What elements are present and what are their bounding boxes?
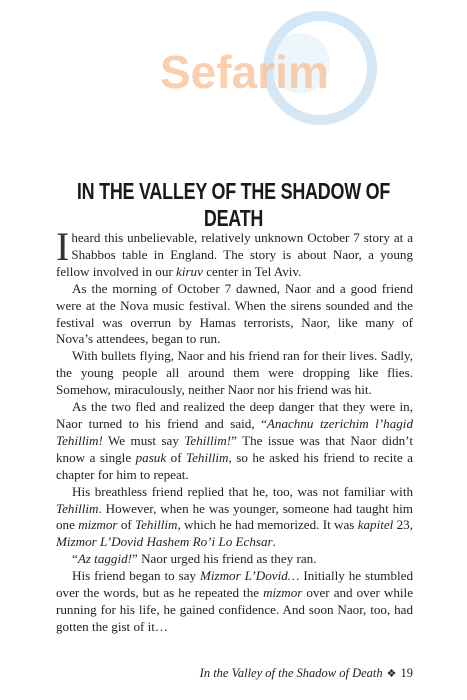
text-run: center in Tel Aviv. xyxy=(202,263,302,279)
ornament-icon: ❖ xyxy=(386,668,397,680)
italic-term: Tehillim! xyxy=(184,432,232,448)
text-run: As the two fled and realized the deep danger that they were in, Naor turned to his friend and said, “ xyxy=(56,399,413,431)
italic-term: Anachnu tzerichim l’hagid Tehillim! xyxy=(56,415,413,448)
paragraph xyxy=(56,484,413,552)
text-run: heard this unbelievable, relatively unknown October 7 story at a Shabbos table in England. The story is about Naor, a young fellow involved in our xyxy=(56,230,413,279)
text-run: We must say xyxy=(102,432,185,448)
paragraph xyxy=(56,281,413,349)
text-run: over and over while running for his life, he gained confidence. And soon Naor, too, had gotten the gist of it… xyxy=(56,585,414,634)
text-run: “ xyxy=(72,551,78,567)
watermark-logo xyxy=(150,8,380,128)
italic-term: Mizmor L’Dovid Hashem Ro’i Lo Echsar xyxy=(56,534,273,550)
text-run: ” Naor urged his friend as they ran. xyxy=(132,551,317,567)
text-run: His breathless friend replied that he, too, was not familiar with xyxy=(72,483,413,499)
paragraph xyxy=(56,224,413,281)
chapter-body xyxy=(56,224,414,636)
chapter-title: IN THE VALLEY OF THE SHADOW OF DEATH xyxy=(76,178,391,231)
text-run: ” The issue was that Naor didn’t know a single xyxy=(56,432,413,465)
paragraph xyxy=(56,551,413,568)
text-run: Initially he stumbled over the words, but as he repeated the xyxy=(56,568,413,601)
text-run: As the morning of October 7 dawned, Naor and a good friend were at the Nova music festival. When the sirens sounded and the festival was overrun by Hamas terrorists, Naor, like many of Nova’s attendees, began to run. xyxy=(56,280,413,347)
italic-term: pasuk xyxy=(135,449,167,465)
running-title: In the Valley of the Shadow of Death xyxy=(199,666,383,680)
paragraph xyxy=(56,348,413,399)
italic-term: kapitel xyxy=(357,517,394,533)
page-number: 19 xyxy=(400,666,413,680)
text-run: of xyxy=(117,517,136,533)
text-run: . xyxy=(272,534,276,550)
italic-term: Tehillim xyxy=(186,449,229,465)
text-run: , so he asked his friend to recite a chapter for him to repeat. xyxy=(56,449,413,482)
page-footer xyxy=(56,666,413,681)
italic-term: kiruv xyxy=(176,263,203,279)
drop-cap: I xyxy=(56,224,70,269)
svg-text:Sefarim: Sefarim xyxy=(160,46,329,98)
italic-term: Tehillim xyxy=(56,500,99,516)
text-run: His friend began to say xyxy=(72,568,200,584)
text-run: of xyxy=(166,449,187,465)
paragraph xyxy=(56,399,413,484)
italic-term: Mizmor L’Dovid… xyxy=(199,568,300,584)
text-run: . However, when he was younger, someone had taught him one xyxy=(56,500,413,533)
text-run: 23, xyxy=(393,517,413,533)
italic-term: Az taggid! xyxy=(77,551,133,567)
text-run: With bullets flying, Naor and his friend ran for their lives. Sadly, the young people all around them were dropping like flies. Somehow, miraculously, neither Naor nor his friend was hit. xyxy=(56,348,413,398)
text-run: , which he had memorized. It was xyxy=(177,517,358,533)
italic-term: Tehillim xyxy=(135,517,178,533)
paragraph xyxy=(56,568,413,636)
italic-term: mizmor xyxy=(78,517,118,533)
italic-term: mizmor xyxy=(263,585,303,601)
